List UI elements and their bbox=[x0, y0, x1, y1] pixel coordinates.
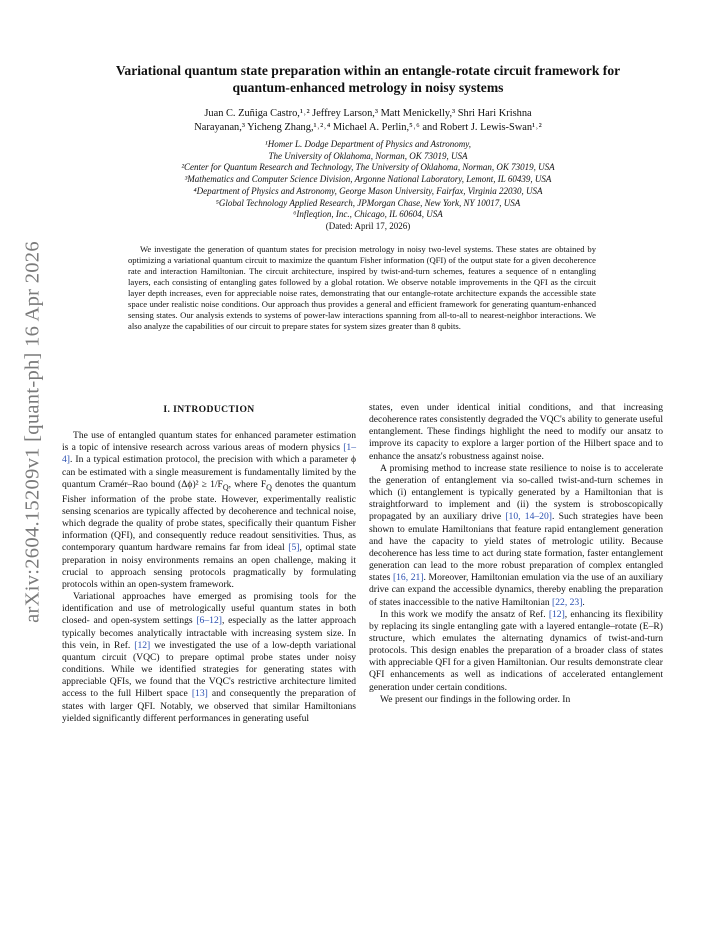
abstract: We investigate the generation of quantum states for precision metrology in noisy two-level systems. These states are obtained by optimizing a variational quantum circuit to maximize the quantum Fisher information (QFI) of the output state for a given decoherence rate and interaction Hamiltonian. The circuit architecture, inspired by twist-and-turn schemes, features a sequence of n entangling layers, each consisting of entangling gates followed by a global rotation. We observe notable improvements in the QFI as the circuit layer depth increases, even for appreciable noise rates, demonstrating that our entangle-rotate architecture expands the accessible state space under realistic noise conditions. Our approach thus provides a general and efficient framework for generating quantum-enhanced sensing states. Our analysis extends to systems of power-law interactions spanning from all-to-all to nearest-neighbor interactions. We also analyze the capabilities of our circuit to prepare states for system sizes greater than 8 qubits. bbox=[128, 244, 596, 332]
paragraph: states, even under identical initial conditions, and that increasing decoherence rates consistently degraded the VQC's ability to generate useful entanglement. These findings highlight the need to modify our ansatz to improve its capacity to explore a larger portion of the Hilbert space and to enhance the ansatz's robustness against noise. bbox=[369, 402, 663, 462]
title-line-1: Variational quantum state preparation within an entangle-rotate circuit framework for bbox=[115, 63, 621, 78]
citation-link[interactable]: [10, 14–20] bbox=[505, 511, 552, 523]
citation-link[interactable]: [13] bbox=[191, 688, 208, 700]
citation-link[interactable]: [16, 21] bbox=[392, 572, 424, 584]
arxiv-identifier bbox=[18, 232, 48, 632]
citation-link[interactable]: [5] bbox=[288, 542, 300, 554]
citation-link[interactable]: [22, 23] bbox=[552, 596, 583, 608]
citation-link[interactable]: [12] bbox=[548, 608, 565, 620]
authors-line-2: Narayanan,³ Yicheng Zhang,¹˒²˒⁴ Michael A. Perlin,⁵˒⁶ and Robert J. Lewis-Swan¹˒² bbox=[194, 122, 542, 133]
dated-line: (Dated: April 17, 2026) bbox=[325, 220, 411, 231]
arxiv-identifier-text: arXiv:2604.15209v1 [quant-ph] 16 Apr 2026 bbox=[21, 241, 44, 623]
paragraph: Variational approaches have emerged as promising tools for the identification and use of metrologically useful quantum states in both closed- and open-system settings [6–12], especially as the latter approach typically becomes analytically intractable with increasing system size. In this vein, in Ref. [12] we investigated the use of a low-depth variational quantum circuit (VQC) to prepare optimal probe states under noisy conditions. While we identified strategies for generating states with appreciable QFIs, we found that the VQC's restrictive architecture limited access to the full Hilbert space [13] and consequently the preparation of states with larger QFI. Notably, we observed that similar Hamiltonians yielded significantly different performances in generating useful bbox=[62, 591, 356, 724]
paragraph: A promising method to increase state resilience to noise is to accelerate the generation of entanglement via so-called twist-and-turn schemes in which (i) entanglement is typically generated by a Hamiltonian that is straightforward to implement and (ii) the system is stroboscopically propagated by an auxiliary drive [10, 14–20]. Such strategies have been shown to emulate Hamiltonians that feature rapid entanglement generation and have the capacity to yield states of metrologic utility. Because decoherence has less time to act during state formation, faster entanglement generation can lead to the more robust preparation of complex entangled states [16, 21]. Moreover, Hamiltonian emulation via the use of an auxiliary drive can expand the accessible dynamics, thereby enabling the preparation of states inaccessible to the native Hamiltonian [22, 23]. bbox=[369, 462, 664, 608]
paper-title bbox=[70, 62, 666, 96]
author-list bbox=[100, 107, 636, 135]
paragraph: In this work we modify the ansatz of Ref. [12], enhancing its flexibility by replacing its single entangling gate with a layered entangle–rotate (E–R) structure, which emulates the alternating dynamics of twist-and-turn protocols. This design enables the preparation of a broader class of states with appreciable QFI for a given Hamiltonian. Our results demonstrate clear QFI enhancements as well as indications of accelerated entanglement generation under certain conditions. bbox=[369, 608, 663, 693]
affiliation-line: ²Center for Quantum Research and Technology, The University of Oklahoma, Norman, OK 73019, USA bbox=[181, 162, 555, 173]
paragraph: We present our findings in the following order. In bbox=[380, 693, 571, 705]
affiliation-line: ⁶Infleqtion, Inc., Chicago, IL 60604, USA bbox=[293, 209, 443, 220]
citation-link[interactable]: [1–4] bbox=[62, 442, 356, 466]
affiliation-line: ⁵Global Technology Applied Research, JPMorgan Chase, New York, NY 10017, USA bbox=[215, 197, 521, 208]
title-line-2: quantum-enhanced metrology in noisy systems bbox=[232, 80, 504, 95]
paragraph: The use of entangled quantum states for enhanced parameter estimation is a topic of intensive research across various areas of modern physics [1–4]. In a typical estimation protocol, the precision with which a parameter ϕ can be estimated with a single measurement is fundamentally limited by the quantum Cramér–Rao bound $(\Delta\phi)^2 \ge 1/F_Q$, where $F_Q$ denotes the quantum Fisher information of the probe state. However, experimentally realistic sensing scenarios are typically affected by decoherence and technical noise, which degrade the quality of probe states, specifically their quantum Fisher information (QFI), and consequently reduce readout sensitivities. Thus, as contemporary quantum hardware remains far from ideal [5], optimal state preparation in noisy environments remains an open challenge, making it crucial to approach sensing protocols pragmatically by formulating protocols within an open-system framework. bbox=[62, 430, 357, 590]
right-column bbox=[369, 402, 663, 706]
authors-line-1: Juan C. Zuñiga Castro,¹˒² Jeffrey Larson,³ Matt Menickelly,³ Shri Hari Krishna bbox=[204, 108, 532, 119]
affiliations bbox=[90, 139, 646, 233]
section-heading: I. INTRODUCTION bbox=[163, 404, 255, 415]
citation-link[interactable]: [6–12] bbox=[196, 615, 222, 627]
left-column bbox=[62, 402, 356, 725]
affiliation-line: The University of Oklahoma, Norman, OK 73019, USA bbox=[268, 150, 468, 161]
affiliation-line: ⁴Department of Physics and Astronomy, George Mason University, Fairfax, Virginia 22030, USA bbox=[193, 185, 543, 196]
affiliation-line: ³Mathematics and Computer Science Division, Argonne National Laboratory, Lemont, IL 60439, USA bbox=[184, 174, 552, 185]
citation-link[interactable]: [12] bbox=[134, 639, 151, 651]
affiliation-line: ¹Homer L. Dodge Department of Physics and Astronomy, bbox=[265, 139, 471, 149]
